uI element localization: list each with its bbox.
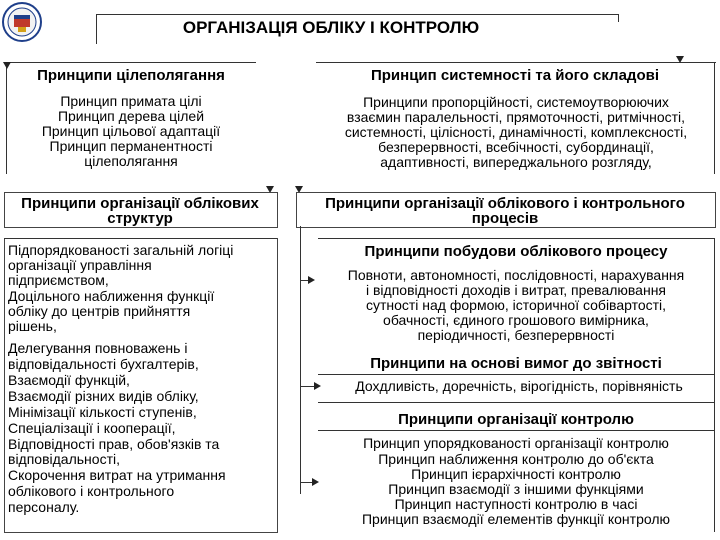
struct-item: Скорочення витрат на утримання [8, 467, 226, 483]
system-right-line [714, 62, 715, 174]
report-connector [300, 386, 314, 387]
build-line: періодичності, безперервності [417, 327, 615, 343]
goal-item: Принцип дерева цілей [57, 108, 205, 124]
system-top-line [316, 62, 716, 63]
build-line: і відповідності доходів і витрат, превалювання [365, 282, 667, 298]
struct-item: Мінімізації кількості ступенів, [8, 404, 197, 420]
report-header: Принципи на основі вимог до звітності [370, 355, 662, 372]
title-underline [96, 14, 618, 15]
build-arrow-icon [308, 276, 315, 284]
control-header: Принципи організації контролю [398, 411, 634, 428]
logo [2, 2, 42, 42]
struct-item: обліку до центрів прийняття [8, 303, 191, 319]
system-line: Принципи пропорційності, системоутворюючих [363, 94, 669, 110]
process-header: процесів [471, 210, 539, 227]
struct-header: структур [107, 210, 173, 227]
build-connector [300, 280, 308, 281]
struct-item: Доцільного наближення функції [8, 288, 215, 304]
system-line: безперервності, всебічності, субординації, [378, 139, 654, 155]
struct-list-top [4, 238, 277, 239]
report-line: Дохдливість, доречність, вірогідність, порівняність [355, 378, 683, 394]
system-header: Принцип системності та його складові [370, 67, 660, 84]
control-line: Принцип упорядкованості організації контролю [363, 435, 669, 451]
title-right-tick [618, 14, 619, 22]
struct-item: Спеціалізації і кооперації, [8, 420, 176, 436]
goal-item: цілеполягання [84, 153, 178, 169]
build-line: обачності, єдиного грошового вимірника, [383, 312, 649, 328]
control-line: Принцип взаємодії з іншими функціями [388, 481, 644, 497]
university-seal-icon [2, 2, 42, 42]
struct-header: Принципи організації облікових [21, 195, 259, 212]
goal-item: Принцип перманентності [49, 138, 213, 154]
goal-header: Принципи цілеполягання [37, 67, 225, 84]
build-line: сутності над формою, історичної собівартості, [365, 297, 667, 313]
goal-item: Принцип примата цілі [60, 93, 202, 109]
system-line: адаптивності, випереджального розгляду, [380, 154, 652, 170]
page-title: ОРГАНІЗАЦІЯ ОБЛІКУ І КОНТРОЛЮ [182, 18, 480, 37]
report-bottom-line [318, 402, 714, 403]
process-spine [300, 226, 301, 494]
struct-item: Взаємодії різних видів обліку, [8, 388, 199, 404]
struct-item: відповідальності, [8, 451, 120, 467]
report-arrow-icon [314, 382, 321, 390]
goal-top-line [6, 62, 256, 63]
struct-item: організації управління [8, 257, 152, 273]
struct-item: відповідальності бухгалтерів, [8, 356, 199, 372]
goal-item: Принцип цільової адаптації [41, 123, 221, 139]
build-top-line [318, 238, 714, 239]
build-line: Повноти, автономності, послідовності, нарахування [347, 267, 685, 283]
build-header: Принципи побудови облікового процесу [364, 243, 668, 260]
struct-item: Делегування повноважень і [8, 340, 188, 356]
control-line: Принцип наближення контролю до об'єкта [378, 451, 654, 467]
process-right-line [714, 238, 715, 532]
struct-item: Підпорядкованості загальній логіці [8, 242, 234, 258]
struct-item: облікового і контрольного [8, 483, 175, 499]
control-connector [300, 482, 312, 483]
control-header-line [318, 430, 714, 431]
control-line: Принцип наступності контролю в часі [394, 496, 638, 512]
struct-item: Відповідності прав, обов'язків та [8, 436, 220, 452]
process-header: Принципи організації облікового і контрольного [325, 195, 685, 212]
system-arrow-icon [676, 56, 684, 63]
control-line: Принцип ієрархічності контролю [411, 466, 621, 482]
system-line: системності, цілісності, динамічності, комплексності, [344, 124, 688, 140]
struct-item: Взаємодії функцій, [8, 372, 130, 388]
system-line: взаємин паралельності, прямоточності, ритмічності, [346, 109, 686, 125]
struct-item: підприємством, [8, 272, 109, 288]
struct-item: персоналу. [8, 499, 80, 515]
struct-item: рішень, [8, 318, 57, 334]
control-line: Принцип взаємодії елементів функції контролю [361, 511, 671, 527]
report-top-line [318, 374, 714, 375]
